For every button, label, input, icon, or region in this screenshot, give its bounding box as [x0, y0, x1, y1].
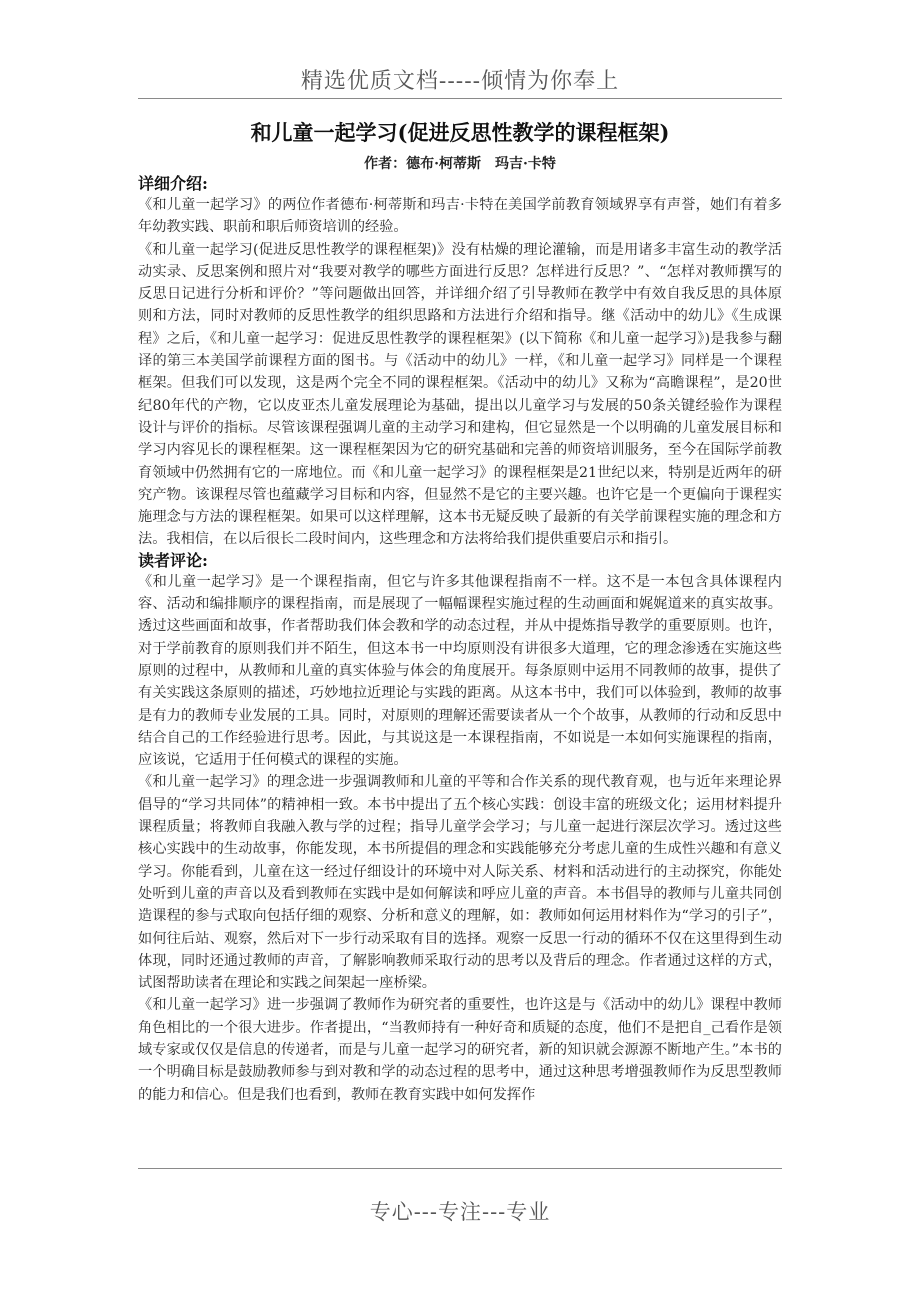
review-paragraph-1: 《和儿童一起学习》是一个课程指南，但它与许多其他课程指南不一样。这不是一本包含具体课程内容、活动和编排顺序的课程指南，而是展现了一幅幅课程实施过程的生动画面和娓娓道来的真实故事。透过这些画面和故事，作者帮助我们体会教和学的动态过程，并从中提炼指导教学的重要原则。也许，对于学前教育的原则我们并不陌生，但这本书一中均原则没有讲很多大道理，它的理念渗透在实施这些原则的过程中，从教师和儿童的真实体验与体会的角度展开。每条原则中运用不同教师的故事，提供了有关实践这条原则的描述，巧妙地拉近理论与实践的距离。从这本书中，我们可以体验到，教师的故事是有力的教师专业发展的工具。同时，对原则的理解还需要读者从一个个故事，从教师的行动和反思中结合自己的工作经验进行思考。因此，与其说这是一本课程指南，不如说是一本如何实施课程的指南，应该说，它适用于任何模式的课程的实施。 — [138, 573, 782, 769]
document-author: 作者：德布·柯蒂斯 玛吉·卡特 — [364, 156, 556, 172]
document-body — [138, 174, 782, 1106]
document-title: 和儿童一起学习(促进反思性教学的课程框架) — [250, 120, 670, 145]
review-paragraph-2: 《和儿童一起学习》的理念进一步强调教师和儿童的平等和合作关系的现代教育观，也与近年来理论界倡导的“学习共同体”的精神相一致。本书中提出了五个核心实践：创设丰富的班级文化；运用材料提升课程质量；将教师自我融入教与学的过程；指导儿童学会学习；与儿童一起进行深层次学习。透过这些核心实践中的生动故事，你能发现，本书所提倡的理念和实践能够充分考虑儿童的生成性兴趣和有意义学习。你能看到，儿童在这一经过仔细设计的环境中对人际关系、材料和活动进行的主动探究，你能处处听到儿童的声音以及看到教师在实践中是如何解读和呼应儿童的声音。本书倡导的教师与儿童共同创造课程的参与式取向包括仔细的观察、分析和意义的理解，如：教师如何运用材料作为“学习的引子”，如何往后站、观察，然后对下一步行动采取有目的选择。观察一反思一行动的循环不仅在这里得到生动体现，同时还通过教师的声音，了解影响教师采取行动的思考以及背后的理念。作者通过这样的方式，试图帮助读者在理论和实践之间架起一座桥梁。 — [138, 774, 782, 992]
footer-divider — [138, 1168, 782, 1169]
page-header: 精选优质文档-----倾情为你奉上 — [300, 69, 620, 94]
section-heading-reviews: 读者评论: — [138, 550, 208, 570]
review-paragraph-3: 《和儿童一起学习》进一步强调了教师作为研究者的重要性，也许这是与《活动中的幼儿》课程中教师角色相比的一个很大进步。作者提出，“当教师持有一种好奇和质疑的态度，他们不是把自_己看作是领域专家或仅仅是信息的传递者，而是与儿童一起学习的研究者，新的知识就会源源不断地产生。”本书的一个明确目标是鼓励教师参与到对教和学的动态过程的思考中，通过这种思考增强教师作为反思型教师的能力和信心。但是我们也看到，教师在教育实践中如何发挥作 — [138, 997, 782, 1103]
page-footer: 专心---专注---专业 — [369, 1200, 551, 1224]
section-heading-introduction: 详细介绍: — [138, 174, 208, 193]
intro-paragraph-2: 《和儿童一起学习(促进反思性教学的课程框架)》没有枯燥的理论灌输，而是用诸多丰富生动的教学活动实录、反思案例和照片对“我要对教学的哪些方面进行反思？怎样进行反思？”、“怎样对教师撰写的反思日记进行分析和评价？”等问题做出回答，并详细介绍了引导教师在教学中有效自我反思的具体原则和方法，同时对教师的反思性教学的组织思路和方法进行介绍和指导。继《活动中的幼儿》《生成课程》之后，《和儿童一起学习：促进反思性教学的课程框架》(以下简称《和儿童一起学习》)是我参与翻译的第三本美国学前课程方面的图书。与《活动中的幼儿》一样，《和儿童一起学习》同样是一个课程框架。但我们可以发现，这是两个完全不同的课程框架。《活动中的幼儿》又称为“高瞻课程”，是20世纪80年代的产物，它以皮亚杰儿童发展理论为基础，提出以儿童学习与发展的50条关键经验作为课程设计与评价的指标。尽管该课程强调儿童的主动学习和建构，但它显然是一个以明确的儿童发展目标和学习内容见长的课程框架。这一课程框架因为它的研究基础和完善的师资培训服务，至今在国际学前教育领域中仍然拥有它的一席地位。而《和儿童一起学习》的课程框架是21世纪以来，特别是近两年的研究产物。该课程尽管也蕴藏学习目标和内容，但显然不是它的主要兴趣。也许它是一个更偏向于课程实施理念与方法的课程框架。如果可以这样理解，这本书无疑反映了最新的有关学前课程实施的理念和方法。我相信，在以后很长二段时间内，这些理念和方法将给我们提供重要启示和指引。 — [138, 241, 782, 548]
header-divider — [138, 98, 782, 99]
intro-paragraph-1: 《和儿童一起学习》的两位作者德布·柯蒂斯和玛吉·卡特在美国学前教育领域界享有声誉，她们有着多年幼教实践、职前和职后师资培训的经验。 — [138, 197, 782, 236]
